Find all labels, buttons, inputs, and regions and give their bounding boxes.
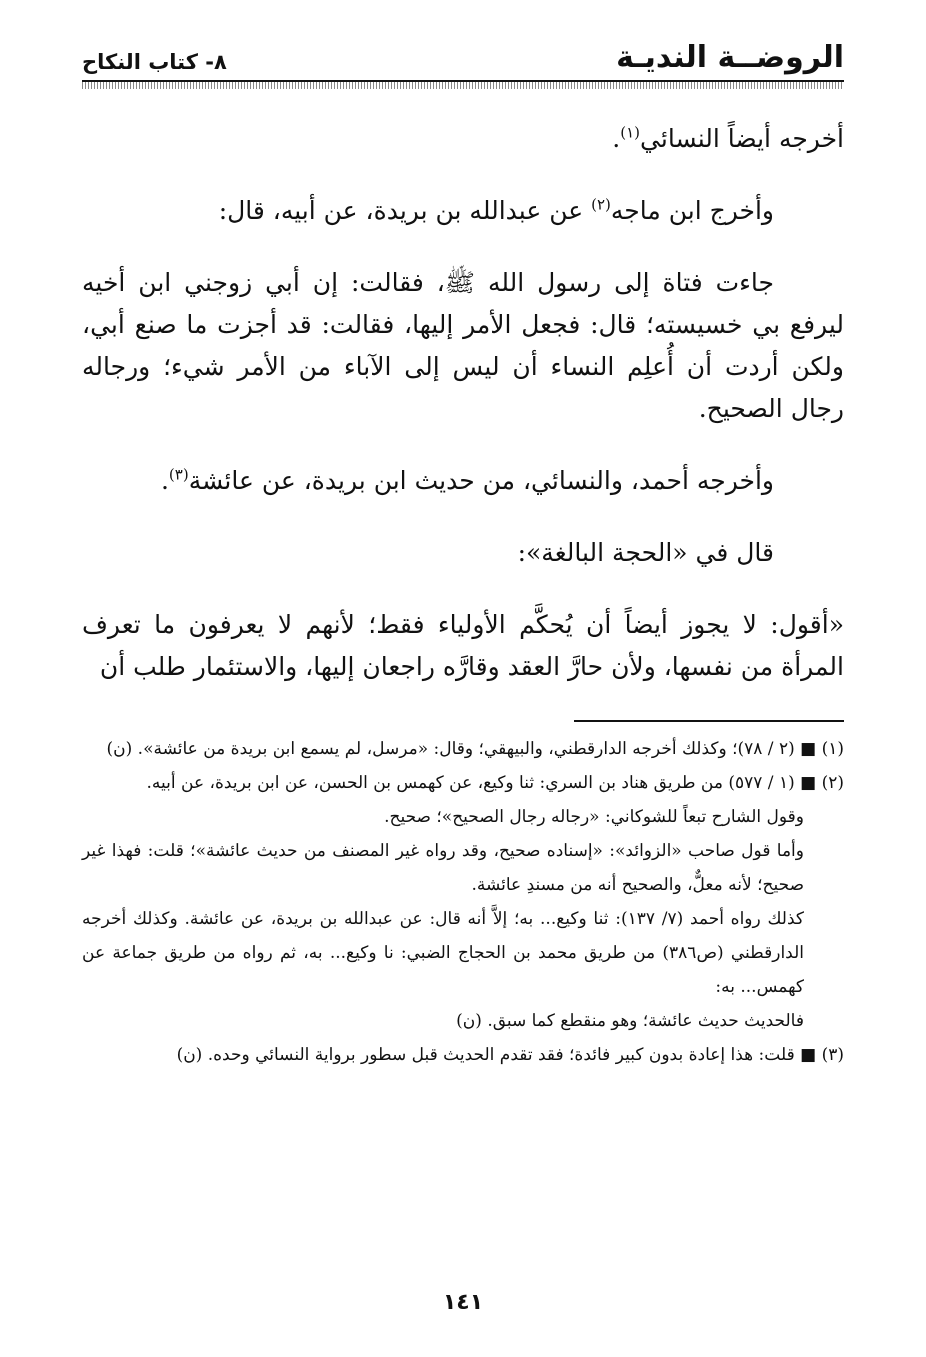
footnote-ref-2: (٢)	[591, 195, 611, 214]
footnote-3: (٣) ■ قلت: هذا إعادة بدون كبير فائدة؛ فقد تقدم الحديث قبل سطور برواية النسائي وحده. (ن)	[176, 1045, 844, 1065]
footnote-rule	[574, 720, 844, 722]
page-header	[82, 30, 844, 78]
header-rule	[82, 80, 844, 89]
footnote-2: (٢) ■ (١ / ٥٧٧) من طريق هناد بن السري: ثنا وكيع، عن كهمس بن الحسن، عن ابن بريدة، عن أبيه.	[146, 773, 844, 793]
paragraph-1	[82, 118, 844, 160]
paragraph-6: «أقول: لا يجوز أيضاً أن يُحكَّم الأولياء فقط؛ لأنهم لا يعرفون ما تعرف المرأة من نفسها، ولأن حارَّ العقد وقارَّه راجعان إليها، والاستئمار طلب أن	[82, 610, 844, 681]
paragraph-1-end: .	[612, 124, 621, 153]
running-title: الروضــة النديـة	[616, 40, 844, 75]
paragraph-1-text: أخرجه أيضاً النسائي	[640, 124, 844, 153]
paragraph-5: قال في «الحجة البالغة»:	[517, 538, 774, 567]
footnote-ref-1: (١)	[620, 123, 641, 142]
paragraph-3: جاءت فتاة إلى رسول الله ﷺ، فقالت: إن أبي زوجني ابن أخيه ليرفع بي خسيسته؛ قال: فجعل الأمر إليها، فقالت: قد أجزت ما صنع أبي، ولكن أردت أن أُعلِم النساء أن ليس إلى الآباء من الأمر شيء؛ ورجاله رجال الصحيح.	[82, 268, 844, 423]
footnote-2-note-d: فالحديث حديث عائشة؛ وهو منقطع كما سبق. (ن)	[456, 1011, 804, 1031]
chapter-title: ٨- كتاب النكاح	[82, 50, 227, 74]
footnote-2-note-b: وأما قول صاحب «الزوائد»: «إسناده صحيح، وقد رواه غير المصنف من حديث عائشة»؛ قلت: فهذا غير صحيح؛ لأنه معلٌّ، والصحيح أنه من مسندِ عائشة.	[82, 841, 804, 895]
paragraph-4	[82, 460, 844, 502]
footnote-ref-3: (٣)	[168, 465, 189, 484]
paragraph-4-end: .	[160, 466, 169, 495]
paragraph-2-end: عن عبدالله بن بريدة، عن أبيه، قال:	[218, 196, 592, 225]
paragraph-2-text: وأخرج ابن ماجه	[610, 196, 774, 225]
page-number: ١٤١	[442, 1290, 484, 1315]
main-text	[82, 118, 844, 688]
paragraph-2	[82, 190, 844, 232]
footnote-1: (١) ■ (٢ / ٧٨)؛ وكذلك أخرجه الدارقطني، والبيهقي؛ وقال: «مرسل، لم يسمع ابن بريدة من عائشة». (ن)	[106, 739, 844, 759]
paragraph-4-text: وأخرجه أحمد، والنسائي، من حديث ابن بريدة، عن عائشة	[188, 466, 774, 495]
footnote-2-note-c: كذلك رواه أحمد (٧/ ١٣٧): ثنا وكيع... به؛ إلاَّ أنه قال: عن عبدالله بن بريدة، عن عائشة. وكذلك أخرجه الدارقطني (ص٣٨٦) من طريق محمد بن الحجاج الضبي: نا وكيع... به، ثم رواه من طريق جماعة عن كهمس... به:	[82, 909, 804, 997]
footnote-2-note-a: وقول الشارح تبعاً للشوكاني: «رجاله رجال الصحيح»؛ صحيح.	[384, 807, 804, 827]
footnotes	[82, 732, 844, 1072]
